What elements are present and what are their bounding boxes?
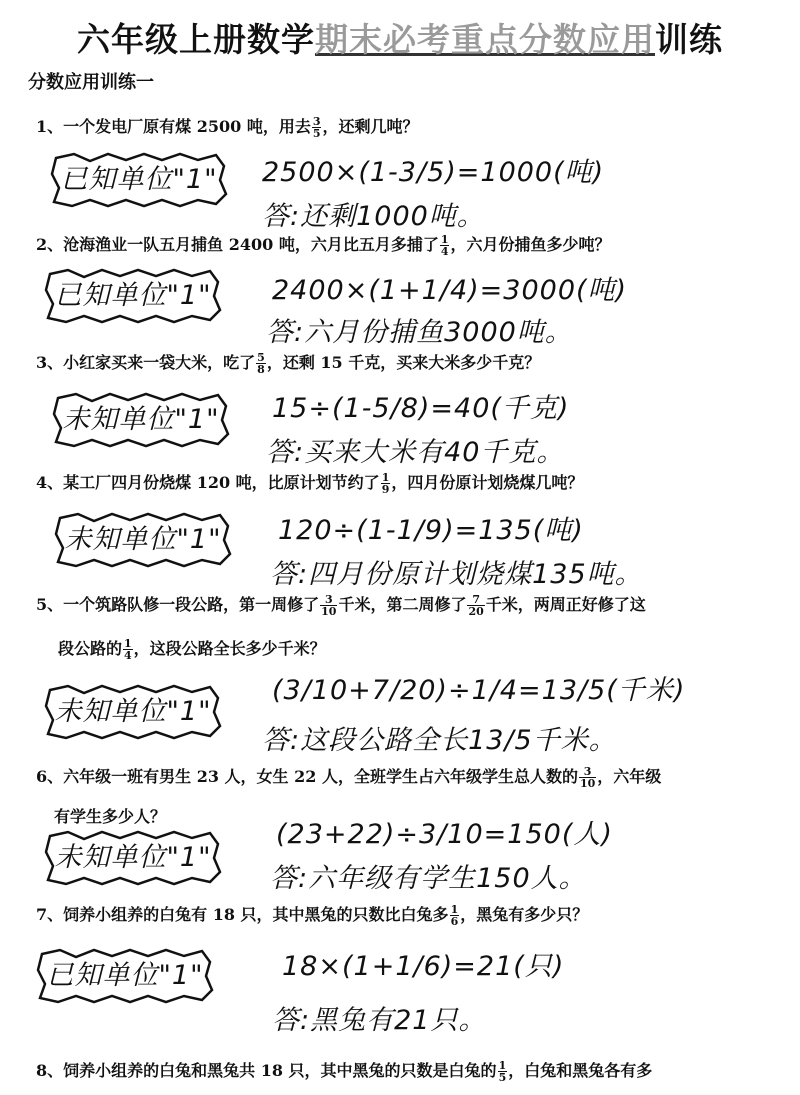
unit-stamp: [44, 684, 222, 740]
question-text: ，这段公路全长多少千米？: [133, 639, 326, 658]
question-text: 小红家买来一袋大米，吃了: [63, 353, 256, 372]
problem-number: 1、: [36, 117, 64, 136]
stamp-label: 未知单位"1": [64, 524, 222, 555]
denominator: 4: [440, 245, 449, 258]
question-text: 六年级一班有男生 23 人，女生 22 人，全班学生占六年级学生总人数的: [63, 767, 578, 786]
question-text: 千米，第二周修了: [338, 595, 467, 614]
problem-number: 6、: [36, 767, 64, 786]
question-text: ，还剩几吨？: [322, 117, 419, 136]
title-part2: 训练: [655, 20, 723, 59]
fraction: [256, 352, 266, 375]
problem-1-answer: 答:还剩1000吨。: [262, 201, 485, 232]
numerator: 3: [312, 115, 321, 128]
numerator: 1: [381, 471, 390, 484]
question-text: ，四月份原计划烧煤几吨？: [391, 473, 584, 492]
question-text: 沧海渔业一队五月捕鱼 2400 吨，六月比五月多捕了: [63, 235, 439, 254]
page-title: [0, 14, 800, 61]
stamp-label: 已知单位"1": [46, 960, 204, 991]
problem-2-answer: 答:六月份捕鱼3000吨。: [266, 317, 573, 348]
stamp-label: 未知单位"1": [62, 404, 220, 435]
problem-2-question: [36, 232, 611, 257]
question-text: 一个发电厂原有煤 2500 吨，用去: [63, 117, 311, 136]
title-highlight: 期末必考重点分数应用: [315, 20, 655, 59]
problem-7-question: [36, 902, 588, 927]
problem-7-equation: 18×(1+1/6)=21(只): [282, 951, 565, 982]
title-part1: 六年级上册数学: [77, 20, 315, 59]
fraction: [450, 904, 460, 927]
problem-number: 7、: [36, 905, 64, 924]
problem-6-equation: (23+22)÷3/10=150(人): [276, 819, 613, 850]
problem-3-equation: 15÷(1-5/8)=40(千克): [272, 393, 570, 424]
question-text: 一个筑路队修一段公路，第一周修了: [63, 595, 320, 614]
numerator: 1: [124, 637, 132, 650]
stamp-label: 未知单位"1": [54, 842, 212, 873]
fraction: [123, 638, 133, 661]
question-text: 饲养小组养的白兔有 18 只，其中黑兔的只数比白兔多: [63, 905, 449, 924]
problem-4-question: [36, 470, 583, 495]
fraction: [320, 594, 337, 617]
numerator: 3: [320, 594, 337, 606]
numerator: 3: [579, 766, 596, 778]
problem-5-question-line2: [58, 636, 326, 661]
problem-number: 2、: [36, 235, 64, 254]
stamp-label: 未知单位"1": [54, 696, 212, 727]
denominator: 6: [450, 915, 459, 928]
problem-6-question-line1: [36, 764, 661, 789]
problem-4-equation: 120÷(1-1/9)=135(吨): [278, 515, 584, 546]
denominator: 8: [257, 363, 265, 376]
stamp-label: 已知单位"1": [60, 164, 218, 195]
numerator: 1: [498, 1059, 507, 1072]
problem-7-answer: 答:黑兔有21只。: [272, 1005, 487, 1036]
question-text: 饲养小组养的白兔和黑兔共 18 只，其中黑兔的只数是白兔的: [63, 1061, 497, 1080]
question-text: 段公路的: [58, 639, 123, 658]
question-text: ，六月份捕鱼多少吨？: [450, 235, 611, 254]
problem-number: 8、: [36, 1061, 64, 1080]
problem-5-answer: 答:这段公路全长13/5千米。: [262, 725, 617, 756]
question-text: ，还剩 15 千克，买来大米多少千克？: [266, 353, 541, 372]
problem-3-answer: 答:买来大米有40千克。: [266, 437, 565, 468]
problem-number: 3、: [36, 353, 64, 372]
problem-2-equation: 2400×(1+1/4)=3000(吨): [272, 275, 628, 306]
denominator: 9: [381, 483, 390, 496]
fraction: [579, 766, 596, 789]
fraction: [498, 1060, 508, 1083]
fraction: [312, 116, 322, 139]
problem-6-answer: 答:六年级有学生150人。: [270, 863, 587, 894]
problem-5-question-line1: [36, 592, 646, 617]
question-text: 千米，两周正好修了这: [485, 595, 646, 614]
denominator: 4: [124, 649, 132, 662]
problem-1-equation: 2500×(1-3/5)=1000(吨): [262, 157, 605, 188]
denominator: 5: [498, 1071, 507, 1084]
section-subtitle: 分数应用训练一: [28, 72, 154, 93]
fraction: [440, 234, 450, 257]
problem-1-question: [36, 114, 419, 139]
problem-6-question-line2: 有学生多少人？: [54, 807, 167, 826]
stamp-label: 已知单位"1": [54, 280, 212, 311]
unit-stamp: [54, 512, 232, 568]
numerator: 7: [467, 594, 484, 606]
problem-number: 4、: [36, 473, 64, 492]
fraction: [467, 594, 484, 617]
problem-number: 5、: [36, 595, 64, 614]
fraction: [381, 472, 391, 495]
denominator: 5: [312, 127, 321, 140]
unit-stamp: [44, 268, 222, 324]
numerator: 1: [440, 233, 449, 246]
problem-8-question: [36, 1058, 652, 1083]
denominator: 10: [321, 605, 337, 618]
question-text: ，六年级: [597, 767, 662, 786]
unit-stamp: [44, 830, 222, 886]
question-text: ，白兔和黑兔各有多: [508, 1061, 653, 1080]
unit-stamp: [36, 948, 214, 1004]
problem-3-question: [36, 350, 540, 375]
denominator: 10: [579, 777, 596, 790]
problem-4-answer: 答:四月份原计划烧煤135吨。: [270, 559, 643, 590]
numerator: 1: [450, 903, 459, 916]
question-text: 某工厂四月份烧煤 120 吨，比原计划节约了: [63, 473, 380, 492]
question-text: ，黑兔有多少只？: [460, 905, 589, 924]
problem-5-equation: (3/10+7/20)÷1/4=13/5(千米): [272, 675, 686, 706]
unit-stamp: [52, 392, 230, 448]
numerator: 5: [257, 351, 265, 364]
denominator: 20: [468, 605, 484, 618]
unit-stamp: [50, 152, 228, 208]
